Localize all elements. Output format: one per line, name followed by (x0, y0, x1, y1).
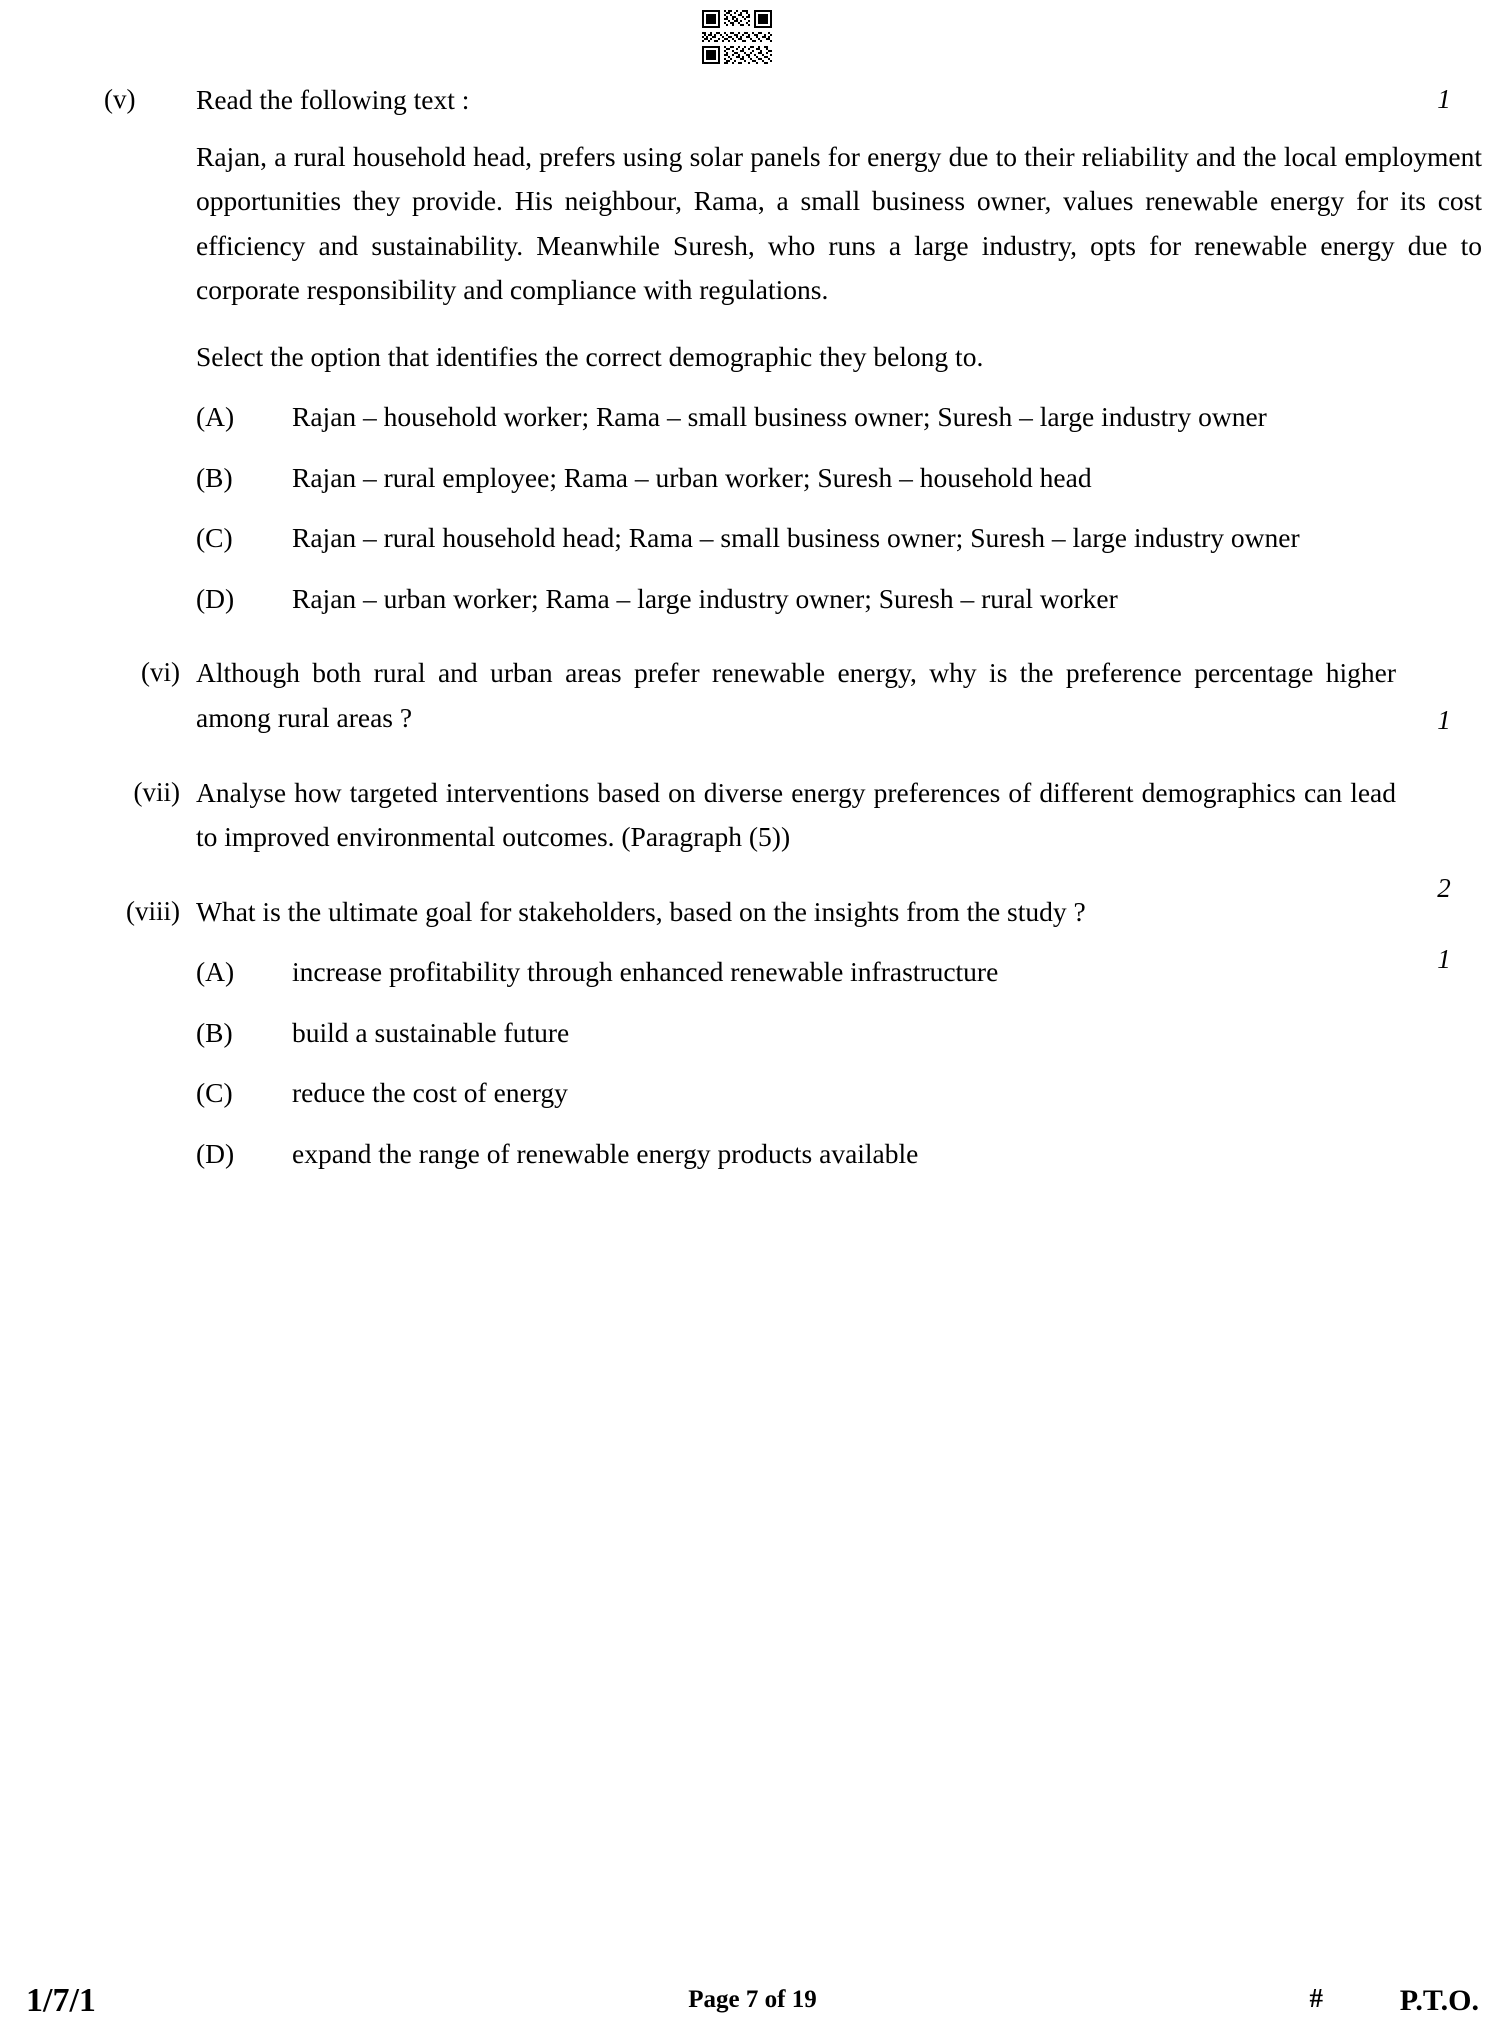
hash-symbol: # (1309, 1983, 1323, 2013)
question-viii-marks: 1 (1437, 943, 1451, 974)
option-text: increase profitability through enhanced renewable infrastructure (292, 956, 999, 988)
option-label: (C) (196, 522, 233, 554)
question-vii-prompt: Analyse how targeted interventions based on diverse energy preferences of different demographics can lead to improved environmental outcomes. (Paragraph (5)) (196, 776, 1396, 853)
pto-label: P.T.O. (1399, 1984, 1479, 2017)
option-label: (A) (196, 956, 235, 988)
question-vii-marker: (vii) (133, 776, 180, 807)
question-vi (104, 651, 1482, 740)
option-text: Rajan – urban worker; Rama – large industry owner; Suresh – rural worker (292, 582, 1118, 614)
page-number: Page 7 of 19 (688, 1986, 817, 2013)
question-vii-marks: 2 (1437, 872, 1451, 903)
question-v-instruction: Select the option that identifies the correct demographic they belong to. (196, 340, 984, 372)
question-v-marker: (v) (104, 84, 136, 114)
question-viii-option-b[interactable] (196, 1011, 1482, 1056)
option-label: (D) (196, 1137, 235, 1169)
qr-code-icon (700, 8, 774, 66)
question-viii-marker: (viii) (126, 895, 180, 926)
option-text: build a sustainable future (292, 1016, 570, 1048)
option-text: reduce the cost of energy (292, 1077, 568, 1109)
option-text: Rajan – household worker; Rama – small business owner; Suresh – large industry owner (292, 401, 1267, 433)
question-v-marks: 1 (1437, 84, 1451, 114)
question-v-option-c[interactable] (196, 516, 1482, 561)
option-label: (B) (196, 1016, 233, 1048)
option-text: expand the range of renewable energy products available (292, 1137, 919, 1169)
option-label: (A) (196, 401, 235, 433)
question-v-passage: Rajan, a rural household head, prefers using solar panels for energy due to their reliability and the local employment opportunities they provide. His neighbour, Rama, a small business owner, values renewable energy for its cost efficiency and sustainability. Meanwhile Suresh, who runs a large industry, opts for renewable energy due to corporate responsibility and compliance with regulations. (196, 140, 1482, 306)
question-v-prompt: Read the following text : (196, 84, 470, 115)
option-text: Rajan – rural household head; Rama – small business owner; Suresh – large industry owner (292, 522, 1300, 554)
question-vi-marks: 1 (1437, 705, 1451, 736)
qr-code-svg (700, 8, 774, 66)
question-v (104, 78, 1482, 123)
option-label: (B) (196, 461, 233, 493)
question-viii-option-c[interactable] (196, 1071, 1482, 1116)
page-footer (0, 1974, 1505, 2020)
question-viii-prompt: What is the ultimate goal for stakeholders, based on the insights from the study ? (196, 895, 1086, 927)
paper-code: 1/7/1 (26, 1982, 96, 2019)
question-vi-prompt: Although both rural and urban areas prefer renewable energy, why is the preference percentage higher among rural areas ? (196, 657, 1396, 734)
question-vii (104, 771, 1482, 903)
question-v-option-a[interactable] (196, 395, 1482, 440)
question-v-option-b[interactable] (196, 456, 1482, 501)
option-label: (D) (196, 582, 235, 614)
question-viii-option-d[interactable] (196, 1132, 1482, 1177)
question-v-option-d[interactable] (196, 577, 1482, 622)
option-text: Rajan – rural employee; Rama – urban worker; Suresh – household head (292, 461, 1092, 493)
question-list (104, 78, 1482, 1176)
question-vi-marker: (vi) (141, 657, 180, 688)
question-viii-option-a[interactable] (196, 950, 1482, 995)
option-label: (C) (196, 1077, 233, 1109)
